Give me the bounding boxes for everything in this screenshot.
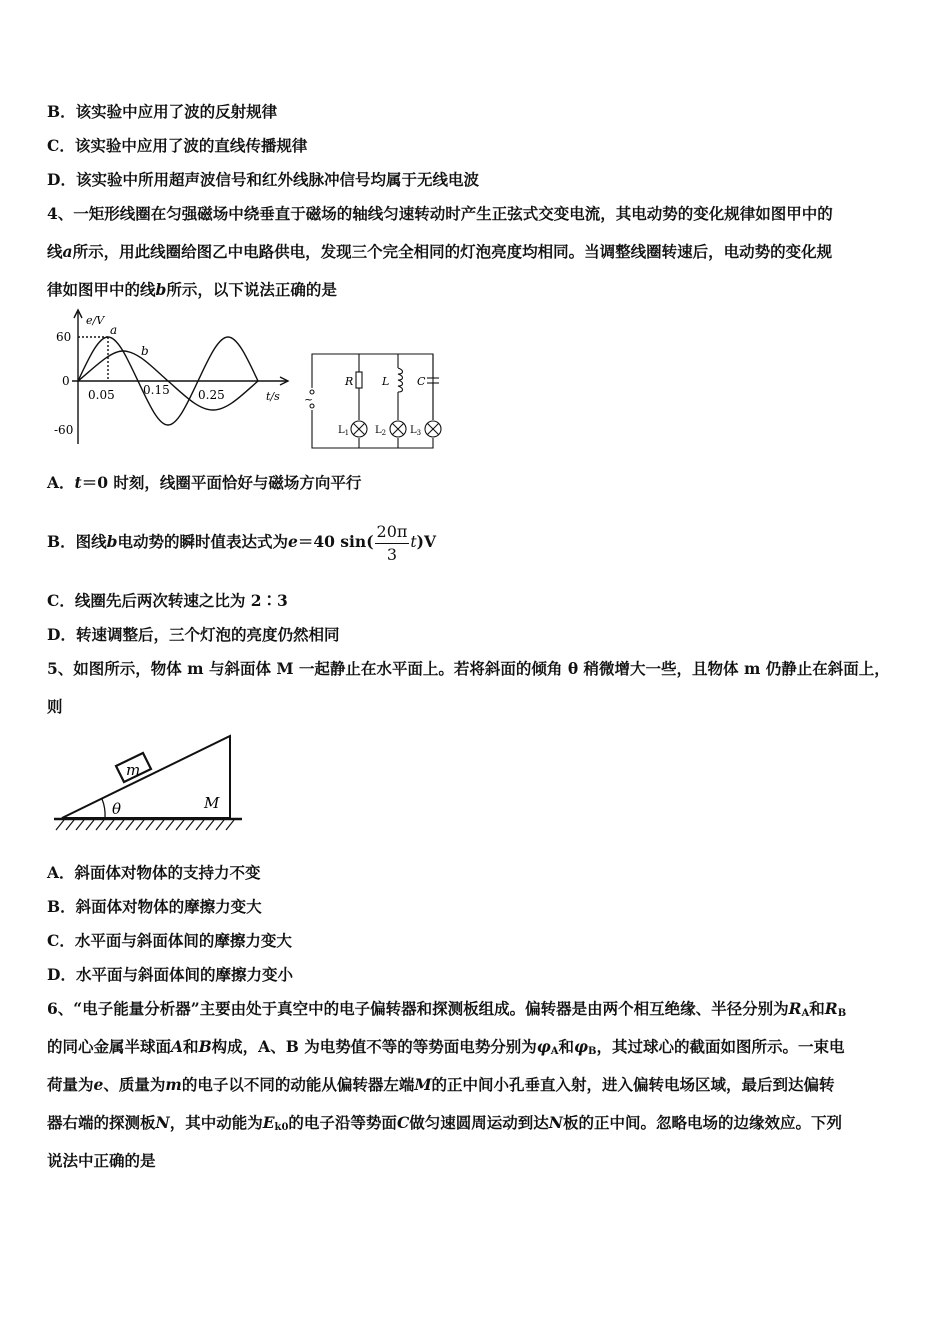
q3-option-c: C．该实验中应用了波的直线传播规律 [47,136,308,155]
ground-hatching [56,820,234,830]
q6-stem-line2: 的同心金属半球面A和B构成，A、B 为电势值不等的等势面电势分别为$\varphi_A$和$\varphi_B$，其过球心的截面如图所示。一束电 [47,1037,845,1057]
graph-y-label: e/V [86,314,105,327]
circuit-top-wire [312,354,433,420]
q4-option-a: A．t＝0 时刻，线圈平面恰好与磁场方向平行 [47,473,362,492]
resistor-R [356,372,362,388]
q5-option-d: D．水平面与斜面体间的摩擦力变小 [47,965,293,984]
graph-x-005: 0.05 [88,388,115,402]
q5-option-b: B．斜面体对物体的摩擦力变大 [47,897,262,916]
q6-stem-line3: 荷量为e、质量为m的电子以不同的动能从偏转器左端M的正中间小孔垂直入射，进入偏转电场区域，最后到达偏转 [47,1075,835,1094]
q5-incline-figure [50,730,246,834]
curve-a-label: a [110,323,118,337]
q5-option-a: A．斜面体对物体的支持力不变 [47,863,261,882]
curve-b-label: b [141,344,149,358]
q4-option-b: B．图线b电动势的瞬时值表达式为e＝40 sin( $\frac{20\pi}{3}$ t)V [47,521,437,564]
q3-option-b: B．该实验中应用了波的反射规律 [47,102,278,121]
graph-y-0: 0 [62,374,70,388]
q5-stem-line2: 则 [47,697,63,716]
q6-stem-line4: 器右端的探测板N，其中动能为$E_{k0}$的电子沿等势面C做匀速圆周运动到达N板的正中间。忽略电场的边缘效应。下列 [47,1113,842,1133]
graph-y-neg60: -60 [54,423,74,437]
label-m: m [126,761,141,779]
label-theta: θ [112,800,122,818]
q4-option-c: C．线圈先后两次转速之比为 2∶3 [47,591,288,610]
q6-stem-line5: 说法中正确的是 [47,1151,156,1170]
source-symbol: ~ [304,393,314,406]
graph-x-015: 0.15 [143,383,170,397]
q5-option-c: C．水平面与斜面体间的摩擦力变大 [47,931,292,950]
q4-stem-line1: 4、一矩形线圈在匀强磁场中绕垂直于磁场的轴线匀速转动时产生正弦式交变电流，其电动势的变化规律如图甲中的 [47,204,833,223]
label-L3: $L_3$ [410,425,422,437]
label-L2: $L_2$ [375,425,387,437]
label-L: L [382,375,390,388]
q4-option-d: D．转速调整后，三个灯泡的亮度仍然相同 [47,625,340,644]
graph-y-60: 60 [56,330,72,344]
inductor-L [398,368,403,392]
graph-x-label: t/s [266,390,280,403]
fraction: $\frac{20\pi}{3}$ [376,521,408,564]
q6-stem-line1: 6、“电子能量分析器”主要由处于真空中的电子偏转器和探测板组成。偏转器是由两个相互绝缘、半径分别为$R_A$和$R_B$ [47,999,847,1019]
theta-arc [102,799,105,818]
q4-stem-line3: 律如图甲中的线b所示，以下说法正确的是 [47,280,337,299]
label-R: R [345,375,354,388]
q5-stem-line1: 5、如图所示，物体 m 与斜面体 M 一起静止在水平面上。若将斜面的倾角 θ 稍微增大一些，且物体 m 仍静止在斜面上， [47,659,890,678]
q3-option-d: D．该实验中所用超声波信号和红外线脉冲信号均属于无线电波 [47,170,479,189]
q4-stem-line2: 线a所示，用此线圈给图乙中电路供电，发现三个完全相同的灯泡亮度均相同。当调整线圈转速后，电动势的变化规 [47,242,833,261]
label-M: M [204,794,220,812]
graph-x-025: 0.25 [198,388,225,402]
q4-circuit [300,350,452,450]
label-C: C [417,375,426,388]
q4-et-graph [52,306,292,448]
label-L1: $L_1$ [338,425,350,437]
